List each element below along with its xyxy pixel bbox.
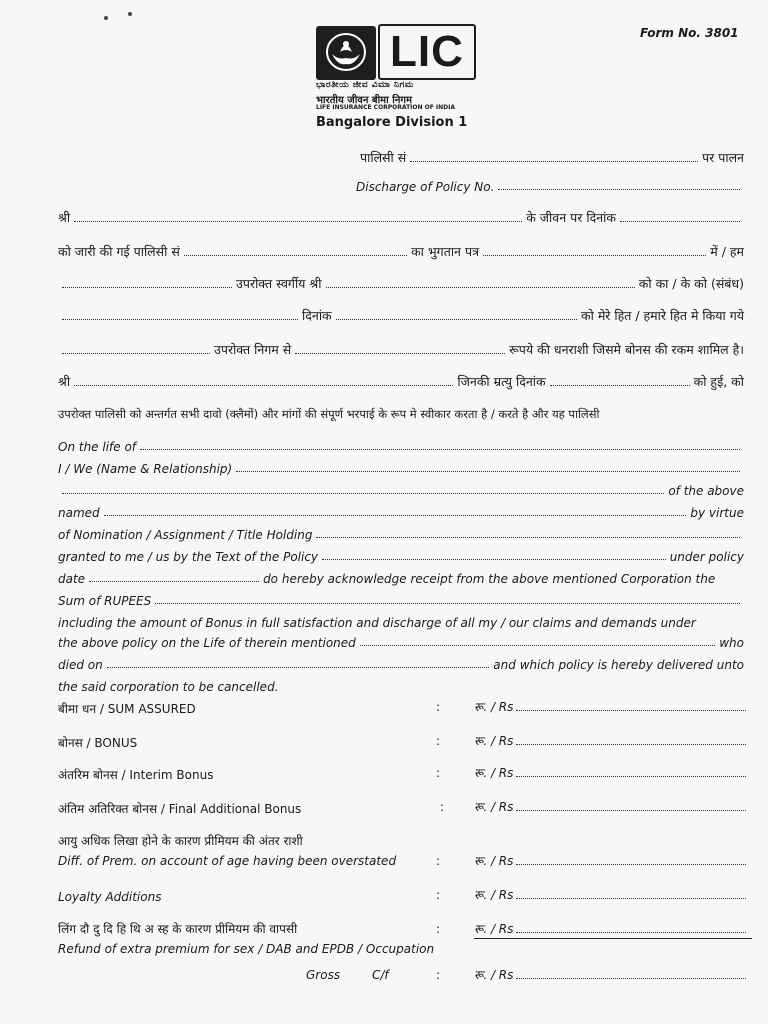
fill-blank[interactable] (295, 352, 505, 354)
label: Discharge of Policy No. (356, 180, 495, 194)
line-policy-no (360, 146, 744, 166)
scan-speck (128, 12, 132, 16)
label: उपरोक्त स्वर्गीय श्री (236, 276, 322, 291)
rs-label: रू. / Rs (474, 800, 514, 814)
fill-blank[interactable] (62, 318, 298, 320)
line-shri-life (58, 206, 744, 226)
line-date-favour (58, 304, 744, 324)
colon: : (436, 888, 441, 902)
label: On the life of (58, 440, 137, 454)
lic-wordmark: LIC (378, 24, 476, 80)
scan-speck (104, 16, 108, 20)
rs-label: रू. / Rs (474, 888, 514, 902)
label: by virtue (690, 506, 744, 520)
lic-logo (316, 26, 476, 80)
interim-bonus-label: अंतरिम बोनस / Interim Bonus (58, 768, 214, 782)
label: को हुई, को (693, 374, 744, 389)
fill-blank[interactable] (516, 863, 746, 865)
line-late-shri (58, 272, 744, 292)
label: को जारी की गई पालिसी सं (58, 244, 180, 259)
refund-field[interactable] (474, 920, 746, 937)
label: granted to me / us by the Text of the Policy (58, 550, 319, 564)
fill-blank[interactable] (336, 318, 577, 320)
label: who (719, 636, 744, 650)
fill-blank[interactable] (62, 492, 664, 494)
label: के जीवन पर दिनांक (526, 210, 616, 225)
fill-blank[interactable] (107, 666, 490, 668)
label: the above policy on the Life of therein mentioned (58, 636, 356, 650)
fill-blank[interactable] (516, 743, 746, 745)
org-name-kannada: ಭಾರತೀಯ ಜೀವ ವಿಮಾ ನಿಗಮ (316, 80, 414, 90)
fill-blank[interactable] (360, 644, 715, 646)
label: दिनांक (302, 308, 332, 323)
line-cancelled (58, 674, 744, 694)
line-date-acknowledge (58, 566, 744, 586)
rs-label: रू. / Rs (474, 968, 514, 982)
fill-blank[interactable] (155, 602, 740, 604)
label: died on (58, 658, 103, 672)
fill-blank[interactable] (516, 775, 746, 777)
line-granted (58, 544, 744, 564)
age-diff-field[interactable] (474, 852, 746, 869)
label: of the above (668, 484, 744, 498)
fill-blank[interactable] (326, 286, 635, 288)
line-death-date (58, 370, 744, 390)
label: named (58, 506, 100, 520)
fill-blank[interactable] (516, 931, 746, 933)
fill-blank[interactable] (74, 220, 522, 222)
fill-blank[interactable] (322, 558, 666, 560)
line-nomination (58, 522, 744, 542)
bonus-label: बोनस / BONUS (58, 736, 138, 750)
line-name-relationship (58, 456, 744, 476)
label: date (58, 572, 86, 586)
label: जिनकी म्रत्यु दिनांक (457, 374, 546, 389)
line-life-of (58, 434, 744, 454)
fill-blank[interactable] (483, 254, 706, 256)
colon: : (436, 700, 441, 714)
label: Sum of RUPEES (58, 594, 152, 608)
line-life-therein (58, 630, 744, 650)
line-named-virtue (58, 500, 744, 520)
rs-label: रू. / Rs (474, 734, 514, 748)
fill-blank[interactable] (104, 514, 687, 516)
fill-blank[interactable] (516, 897, 746, 899)
rs-label: रू. / Rs (474, 766, 514, 780)
label: में / हम (710, 244, 745, 259)
line-corporation-amount (58, 338, 744, 358)
label: including the amount of Bonus in full satisfaction and discharge of all my / our claims and demands under (58, 616, 696, 630)
fill-blank[interactable] (236, 470, 740, 472)
fill-blank[interactable] (89, 580, 259, 582)
colon: : (440, 800, 445, 814)
fill-blank[interactable] (550, 384, 690, 386)
line-discharge-policy (356, 174, 744, 194)
gross-field[interactable] (474, 966, 746, 983)
loyalty-field[interactable] (474, 886, 746, 903)
final-bonus-label: अंतिम अतिरिक्त बोनस / Final Additional Bonus (58, 802, 302, 816)
org-name-english: LIFE INSURANCE CORPORATION OF INDIA (316, 104, 456, 111)
fill-blank[interactable] (516, 709, 746, 711)
label: का भुगतान पत्र (411, 244, 479, 259)
label: को का / के को (संबंध) (638, 276, 744, 291)
label: उपरोक्त पालिसी को अन्तर्गत सभी दावो (क्लैमों) और मांगों की संपूर्ण भरपाई के रूप मे स्वीकार करता है / करते है और यह पालिसी (58, 407, 600, 421)
loyalty-label: Loyalty Additions (58, 890, 162, 904)
label: पर पालन (702, 150, 744, 165)
colon: : (436, 734, 441, 748)
interim-bonus-field[interactable] (474, 764, 746, 781)
label: उपरोक्त निगम से (214, 342, 292, 357)
cf-label: C/f (372, 968, 389, 982)
line-issued-policy (58, 240, 744, 260)
colon: : (436, 766, 441, 780)
lic-emblem-icon (316, 26, 376, 80)
line-died-on (58, 652, 744, 672)
fill-blank[interactable] (62, 286, 232, 288)
refund-label-english: Refund of extra premium for sex / DAB and EPDB / Occupation (58, 942, 435, 956)
fill-blank[interactable] (516, 809, 746, 811)
fill-blank[interactable] (516, 977, 746, 979)
line-acceptance (58, 402, 744, 422)
gross-label: Gross (306, 968, 341, 982)
sum-assured-label: बीमा धन / SUM ASSURED (58, 702, 196, 716)
fill-blank[interactable] (62, 352, 210, 354)
label: the said corporation to be cancelled. (58, 680, 279, 694)
label: श्री (58, 374, 71, 389)
final-bonus-field[interactable] (474, 798, 746, 815)
total-rule (474, 938, 752, 939)
label: श्री (58, 210, 71, 225)
fill-blank[interactable] (620, 220, 740, 222)
colon: : (436, 854, 441, 868)
label: under policy (669, 550, 744, 564)
label: पालिसी सं (360, 150, 407, 165)
label: do hereby acknowledge receipt from the above mentioned Corporation the (263, 572, 716, 586)
line-sum-rupees (58, 588, 744, 608)
bonus-field[interactable] (474, 732, 746, 749)
fill-blank[interactable] (410, 160, 698, 162)
rs-label: रू. / Rs (474, 854, 514, 868)
rs-label: रू. / Rs (474, 922, 514, 936)
age-diff-label-english: Diff. of Prem. on account of age having been overstated (58, 854, 397, 868)
fill-blank[interactable] (74, 384, 453, 386)
line-of-above (58, 478, 744, 498)
label: and which policy is hereby delivered unto (493, 658, 744, 672)
division-name: Bangalore Division 1 (316, 115, 468, 130)
line-including-bonus (58, 610, 744, 630)
label: of Nomination / Assignment / Title Holding (58, 528, 313, 542)
label: I / We (Name & Relationship) (58, 462, 233, 476)
form-number: Form No. 3801 (640, 26, 739, 40)
org-name-hindi: भारतीय जीवन बीमा निगम (316, 95, 412, 106)
refund-label-hindi: लिंग दौ दु दि हि थि अ स्ह के कारण प्रीमियम की वापसी (58, 922, 298, 936)
sum-assured-field[interactable] (474, 698, 746, 715)
fill-blank[interactable] (140, 448, 740, 450)
fill-blank[interactable] (316, 536, 740, 538)
label: रूपये की धनराशी जिसमे बोनस की रकम शामिल है। (509, 342, 744, 357)
age-diff-label-hindi: आयु अधिक लिखा होने के कारण प्रीमियम की अंतर राशी (58, 834, 303, 848)
colon: : (436, 968, 441, 982)
rs-label: रू. / Rs (474, 700, 514, 714)
fill-blank[interactable] (498, 188, 740, 190)
fill-blank[interactable] (184, 254, 407, 256)
colon: : (436, 922, 441, 936)
label: को मेरे हित / हमारे हित मे किया गये (581, 308, 744, 323)
